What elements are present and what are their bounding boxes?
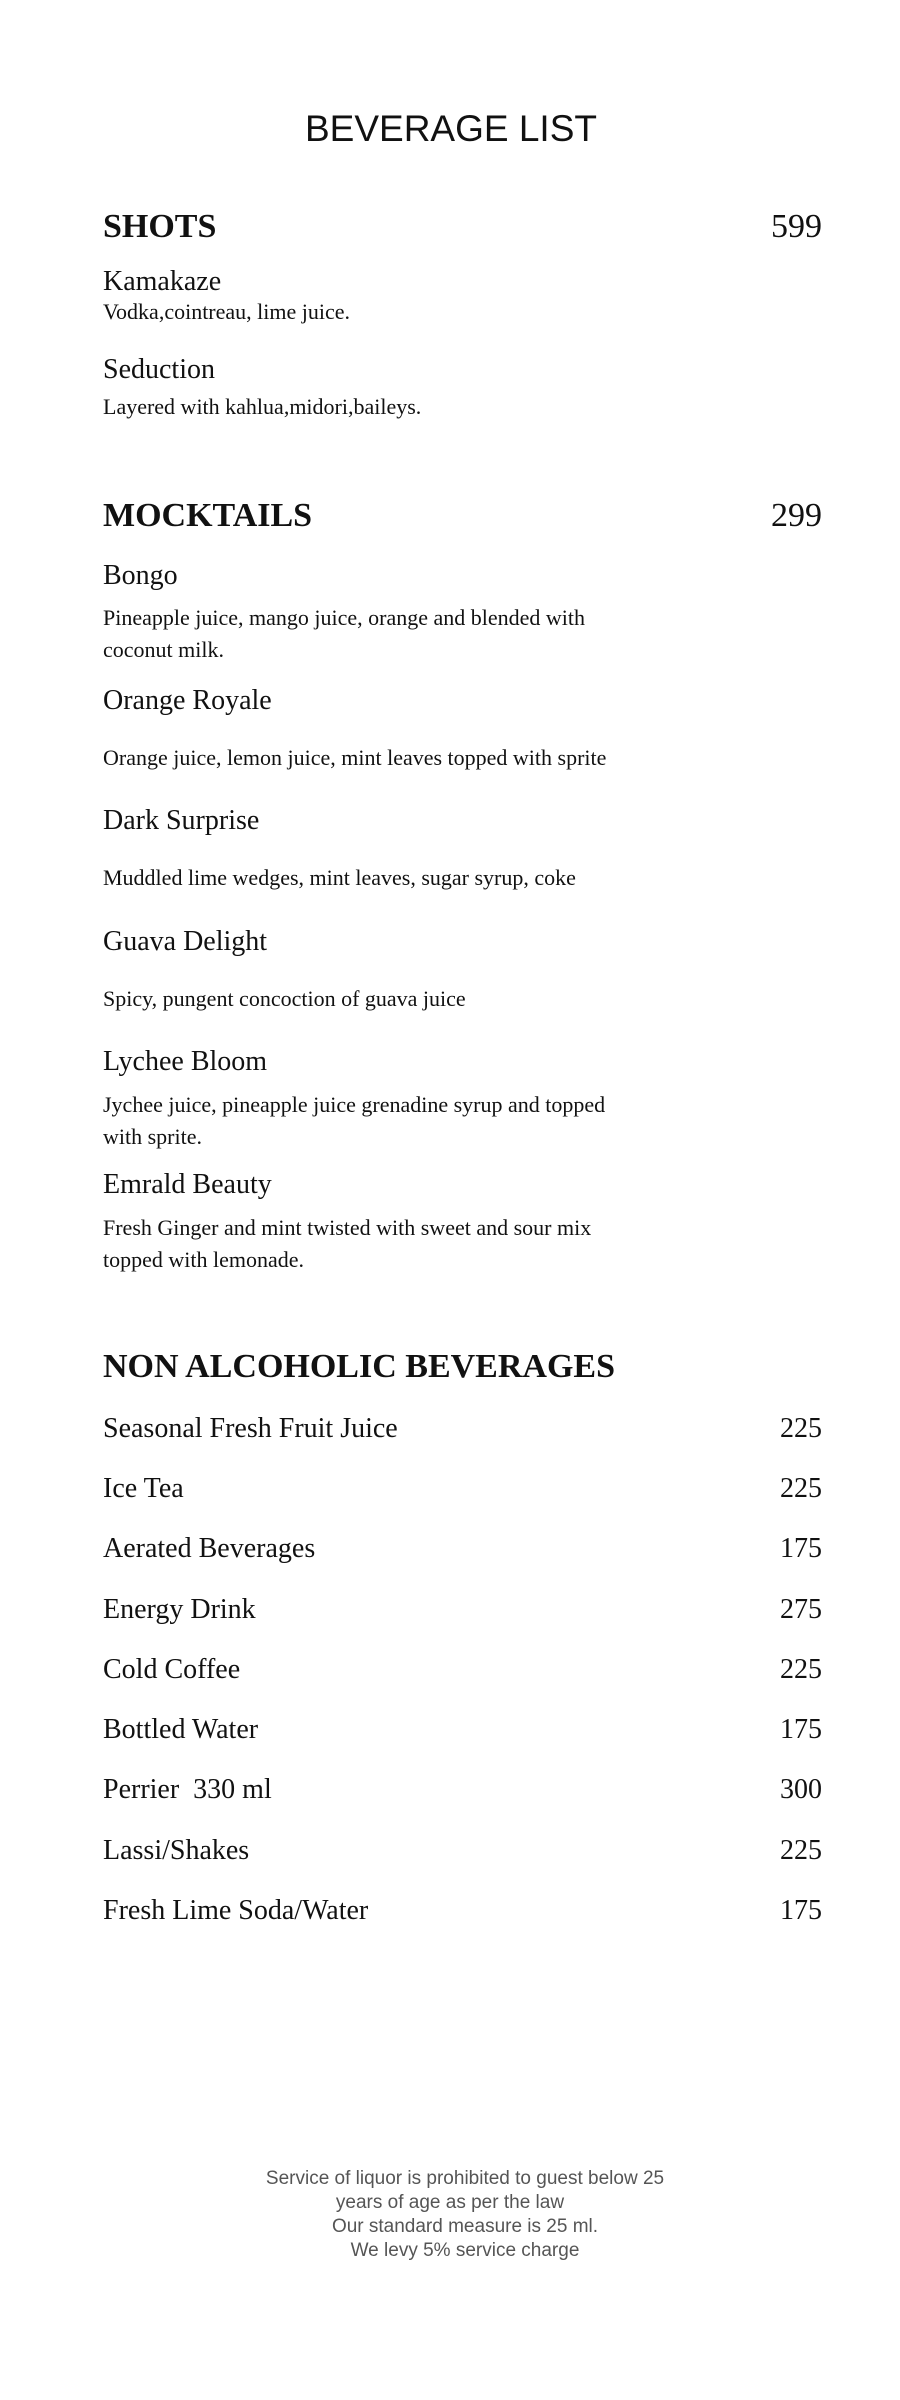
price-list-row [103, 1594, 822, 1628]
menu-item-name: Kamakaze [103, 266, 222, 297]
description-line: Muddled lime wedges, mint leaves, sugar syrup, coke [103, 865, 576, 890]
footer-notes [0, 2167, 900, 2263]
section-price-mocktails: 299 [771, 497, 822, 534]
menu-item-name: Guava Delight [103, 926, 268, 957]
beverage-price: 275 [780, 1594, 822, 1625]
beverage-price: 175 [780, 1714, 822, 1745]
section-heading-mocktails: MOCKTAILS [103, 497, 313, 534]
price-list-row [103, 1533, 822, 1567]
menu-item-description [103, 742, 606, 774]
section-price-shots: 599 [771, 208, 822, 245]
description-line: coconut milk. [103, 637, 224, 662]
beverage-name: Bottled Water [103, 1714, 259, 1745]
description-line: with sprite. [103, 1124, 202, 1149]
description-line: Spicy, pungent concoction of guava juice [103, 986, 466, 1011]
beverage-price: 225 [780, 1473, 822, 1504]
footer-line-service-charge: We levy 5% service charge [350, 2240, 580, 2261]
menu-item-name: Emrald Beauty [103, 1169, 272, 1200]
description-line: Pineapple juice, mango juice, orange and blended with [103, 605, 586, 630]
section-heading-shots: SHOTS [103, 208, 217, 245]
price-list-row [103, 1473, 822, 1507]
menu-item-description [103, 1212, 591, 1276]
menu-item-name: Seduction [103, 354, 215, 385]
menu-item-description [103, 1089, 605, 1153]
beverage-name: Cold Coffee [103, 1654, 241, 1685]
price-list-row [103, 1714, 822, 1748]
beverage-price: 225 [780, 1654, 822, 1685]
description-line: Orange juice, lemon juice, mint leaves topped with sprite [103, 745, 607, 770]
menu-item-name: Orange Royale [103, 685, 272, 716]
description-line: Vodka,cointreau, lime juice. [103, 299, 351, 324]
beverage-name: Ice Tea [103, 1473, 184, 1504]
beverage-price: 175 [780, 1895, 822, 1926]
price-list-row [103, 1895, 822, 1929]
beverage-name: Perrier 330 ml [103, 1774, 272, 1805]
page-title: BEVERAGE LIST [305, 108, 597, 149]
price-list-row [103, 1654, 822, 1688]
price-list-row [103, 1835, 822, 1869]
beverage-name: Fresh Lime Soda/Water [103, 1895, 369, 1926]
beverage-name: Aerated Beverages [103, 1533, 316, 1564]
menu-item-description [103, 602, 585, 666]
price-list-row [103, 1774, 822, 1808]
price-list-row [103, 1413, 822, 1447]
beverage-name: Seasonal Fresh Fruit Juice [103, 1413, 398, 1444]
description-line: Jychee juice, pineapple juice grenadine syrup and topped [103, 1092, 606, 1117]
menu-item-name: Dark Surprise [103, 805, 260, 836]
menu-item-description [103, 862, 576, 894]
description-line: Fresh Ginger and mint twisted with sweet and sour mix [103, 1215, 592, 1240]
beverage-price: 225 [780, 1413, 822, 1444]
beverage-price: 300 [780, 1774, 822, 1805]
menu-item-description [103, 391, 421, 423]
beverage-price: 175 [780, 1533, 822, 1564]
section-heading-non-alcoholic: NON ALCOHOLIC BEVERAGES [103, 1348, 615, 1385]
footer-line-age-policy-cont: years of age as per the law [335, 2192, 565, 2213]
beverage-name: Energy Drink [103, 1594, 256, 1625]
beverage-name: Lassi/Shakes [103, 1835, 250, 1866]
description-line: topped with lemonade. [103, 1247, 305, 1272]
beverage-price: 225 [780, 1835, 822, 1866]
footer-line-age-policy: Service of liquor is prohibited to guest below 25 [265, 2168, 665, 2189]
menu-item-description [103, 983, 466, 1015]
footer-line-standard-measure: Our standard measure is 25 ml. [331, 2216, 599, 2237]
menu-item-name: Bongo [103, 560, 178, 591]
menu-item-name: Lychee Bloom [103, 1046, 268, 1077]
menu-item-description [103, 296, 350, 328]
description-line: Layered with kahlua,midori,baileys. [103, 394, 422, 419]
